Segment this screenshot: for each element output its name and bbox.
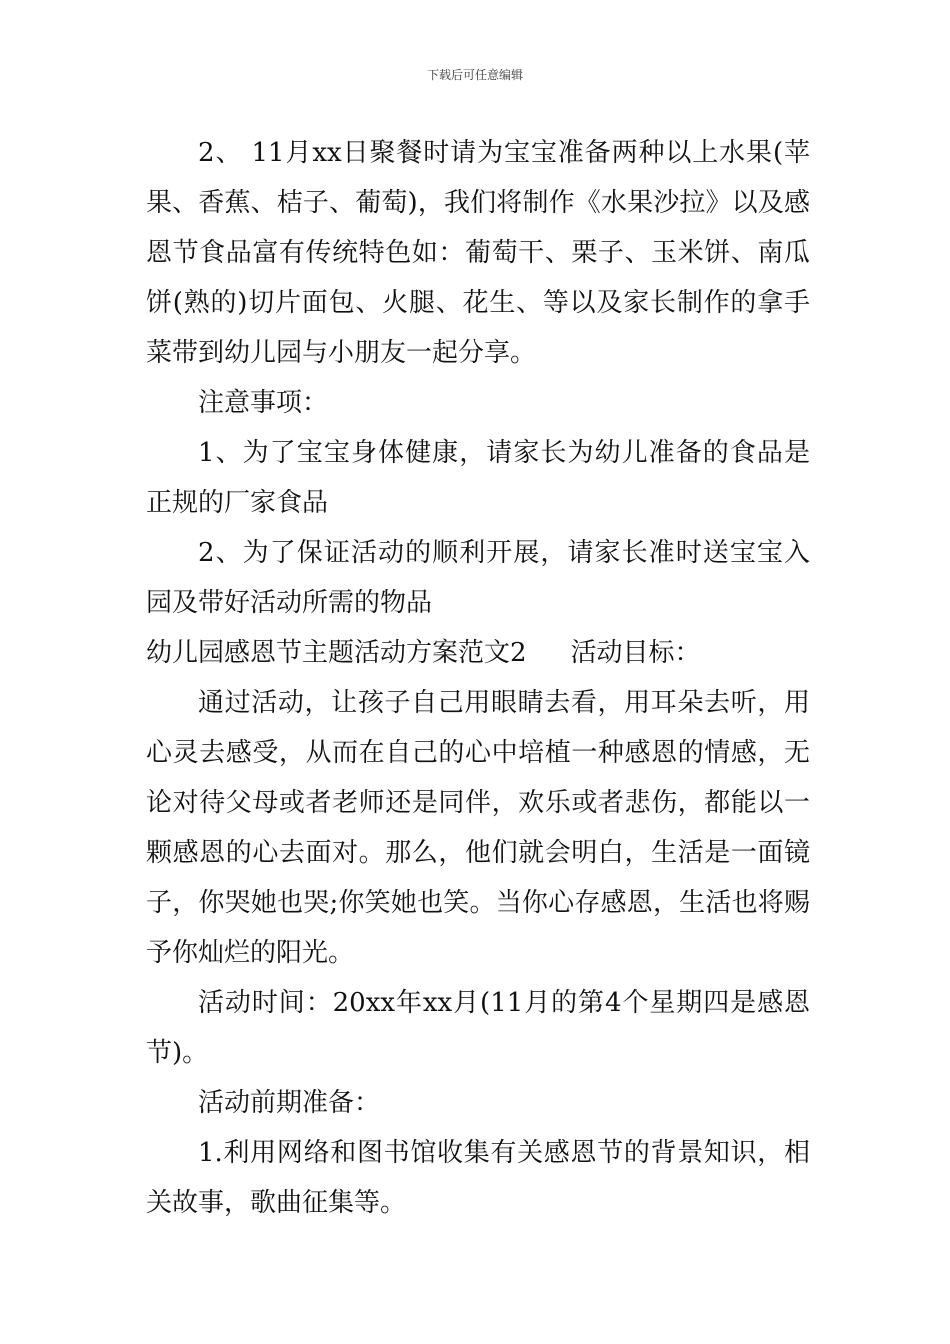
paragraph-preparation-heading: 活动前期准备：	[198, 1088, 381, 1118]
page-header: 下载后可任意编辑	[426, 68, 523, 82]
paragraph-activity-time: 活动时间：20xx年xx月(11月的第4个星期四是感恩节)。	[146, 988, 810, 1068]
document-body	[146, 128, 810, 1228]
paragraph-fruit-preparation: 2、 11月xx日聚餐时请为宝宝准备两种以上水果(苹果、香蕉、桔子、葡萄)，我们将制作《水果沙拉》以及感恩节食品富有传统特色如：葡萄干、栗子、玉米饼、南瓜饼(熟的)切片面包、火腿、花生、等以及家长制作的拿手菜带到幼儿园与小朋友一起分享。	[146, 138, 810, 368]
paragraph-note-2: 2、为了保证活动的顺利开展，请家长准时送宝宝入园及带好活动所需的物品	[146, 538, 810, 618]
section-title: 幼儿园感恩节主题活动方案范文2	[146, 638, 527, 668]
paragraph-notes-heading: 注意事项：	[198, 388, 329, 418]
paragraph-activity-goal: 通过活动，让孩子自己用眼睛去看，用耳朵去听，用心灵去感受，从而在自己的心中培植一种感恩的情感，无论对待父母或者老师还是同伴，欢乐或者悲伤，都能以一颗感恩的心去面对。那么，他们就会明白，生活是一面镜子，你哭她也哭;你笑她也笑。当你心存感恩，生活也将赐予你灿烂的阳光。	[146, 688, 810, 968]
paragraph-note-1: 1、为了宝宝身体健康，请家长为幼儿准备的食品是正规的厂家食品	[146, 438, 810, 518]
section-heading	[146, 628, 810, 678]
section-subtitle: 活动目标：	[570, 638, 701, 668]
paragraph-preparation-1: 1.利用网络和图书馆收集有关感恩节的背景知识，相关故事，歌曲征集等。	[146, 1138, 810, 1218]
